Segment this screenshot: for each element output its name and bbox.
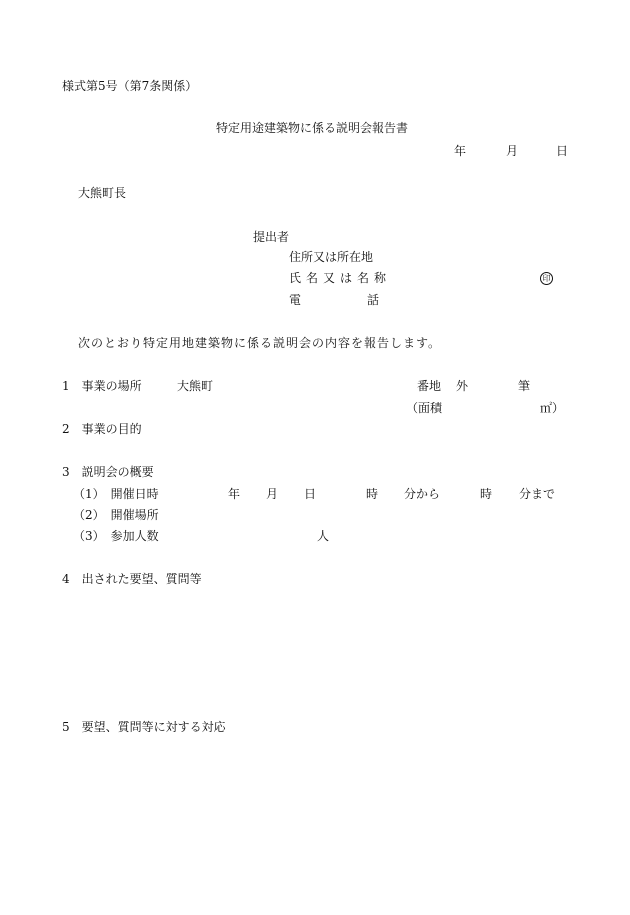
item-3-1-month: 月 <box>266 487 279 501</box>
addressee: 大熊町長 <box>78 186 127 200</box>
submitter-label: 提出者 <box>253 230 290 244</box>
date-month-label: 月 <box>506 144 519 158</box>
item-1-lot-label: 番地 <box>417 379 442 393</box>
document-title: 特定用途建築物に係る説明会報告書 <box>216 121 409 135</box>
item-2-purpose: 2 事業の目的 <box>62 422 142 436</box>
item-3-1-label: （1） 開催日時 <box>73 487 159 501</box>
item-3-1-from: 分から <box>404 487 441 501</box>
item-5-responses: 5 要望、質問等に対する対応 <box>62 720 226 734</box>
date-day-label: 日 <box>556 144 569 158</box>
item-1-area-label: （面積 <box>406 401 443 415</box>
submitter-address-label: 住所又は所在地 <box>289 250 374 264</box>
item-1-parcel-label: 筆 <box>518 379 531 393</box>
submitter-phone-label-2: 話 <box>367 293 380 307</box>
date-year-label: 年 <box>454 144 467 158</box>
item-3-1-hour2: 時 <box>480 487 493 501</box>
item-3-label: 3 説明会の概要 <box>62 465 154 479</box>
seal-stamp-mark: 印 <box>540 272 553 285</box>
item-3-2-label: （2） 開催場所 <box>73 508 159 522</box>
item-3-1-until: 分まで <box>519 487 556 501</box>
item-3-1-year: 年 <box>228 487 241 501</box>
submitter-phone-label-1: 電 <box>289 293 302 307</box>
intro-sentence: 次のとおり特定用地建築物に係る説明会の内容を報告します。 <box>78 336 442 350</box>
item-4-requests: 4 出された要望、質問等 <box>62 572 202 586</box>
item-3-1-hour: 時 <box>366 487 379 501</box>
item-3-1-day: 日 <box>304 487 317 501</box>
item-1-area-unit: ㎡） <box>540 401 565 415</box>
item-1-town: 大熊町 <box>177 379 214 393</box>
item-3-3-label: （3） 参加人数 <box>73 529 159 543</box>
submitter-name-label: 氏名又は名称 <box>289 271 392 285</box>
form-number: 様式第5号（第7条関係） <box>62 79 198 93</box>
item-1-label: 1 事業の場所 <box>62 379 142 393</box>
item-1-outer-label: 外 <box>456 379 469 393</box>
item-3-3-unit: 人 <box>317 529 330 543</box>
